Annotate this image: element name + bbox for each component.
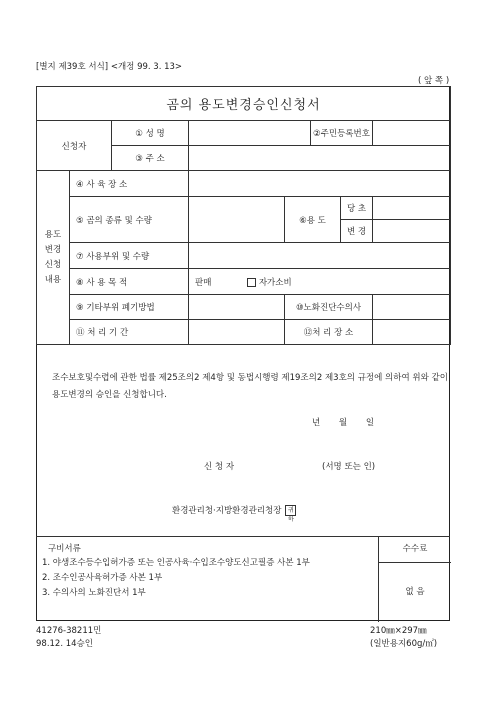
disposal-label: ⑨ 기타부위 폐기방법 bbox=[70, 295, 189, 320]
seal-mark: 귀하 bbox=[285, 505, 296, 516]
fee-value: 없 음 bbox=[405, 587, 425, 597]
form-ref: [별지 제39호 서식] <개정 99. 3. 13> bbox=[36, 62, 183, 72]
statement-body: 조수보호및수렵에 관한 법률 제25조의2 제4항 및 동법시행령 제19조의2 제3호의 규정에 의하여 위와 같이 용도변경의 승인을 신청합니다. bbox=[52, 373, 448, 400]
document-item: 1. 야생조수등수입허가증 또는 인공사육·수입조수양도신고필증 사본 1부 bbox=[42, 558, 310, 568]
use-purpose-label: ⑧ 사 용 목 적 bbox=[70, 269, 189, 295]
vet-field[interactable] bbox=[373, 295, 451, 320]
documents-section bbox=[36, 536, 450, 622]
fee-box bbox=[378, 537, 451, 622]
approval-date: 98.12. 14승인 bbox=[36, 639, 93, 649]
change-label: 변 경 bbox=[341, 220, 373, 243]
current-field[interactable] bbox=[373, 197, 451, 220]
form-code: 41276-38211민 bbox=[36, 626, 102, 636]
place-field[interactable] bbox=[189, 171, 451, 197]
id-field[interactable] bbox=[373, 121, 451, 146]
current-label: 당 초 bbox=[341, 197, 373, 220]
date-line: 년 월 일 bbox=[312, 418, 375, 428]
name-label: ① 성 명 bbox=[112, 121, 189, 146]
disposal-field[interactable] bbox=[189, 295, 285, 320]
address-label: ③ 주 소 bbox=[112, 146, 189, 171]
kind-label: ⑤ 곰의 종류 및 수량 bbox=[70, 197, 189, 243]
place2-field[interactable] bbox=[373, 320, 451, 345]
authority bbox=[172, 504, 296, 523]
paper-type: (일반용지60g/㎡) bbox=[370, 639, 438, 649]
change-field[interactable] bbox=[373, 220, 451, 243]
use-purpose-options bbox=[189, 269, 451, 295]
period-field[interactable] bbox=[189, 320, 285, 345]
application-table bbox=[36, 86, 451, 345]
document-item: 3. 수의사의 노화진단서 1부 bbox=[42, 588, 146, 598]
applicant-section: 신청자 bbox=[37, 121, 112, 171]
id-label: ②주민등록번호 bbox=[311, 121, 373, 146]
kind-field[interactable] bbox=[189, 197, 285, 243]
place2-label: ⑫처 리 장 소 bbox=[285, 320, 373, 345]
parts-label: ⑦ 사용부위 및 수량 bbox=[70, 243, 189, 269]
documents-heading: 구비서류 bbox=[48, 544, 81, 554]
purpose-label: ⑥용 도 bbox=[285, 197, 341, 243]
sign-note: (서명 또는 인) bbox=[322, 462, 376, 472]
period-label: ⑪ 처 리 기 간 bbox=[70, 320, 189, 345]
name-field[interactable] bbox=[189, 121, 311, 146]
vet-label: ⑩노화진단수의사 bbox=[285, 295, 373, 320]
applicant-sign-label: 신 청 자 bbox=[204, 462, 235, 472]
option-sale: 판매 bbox=[195, 277, 212, 288]
authority-name: 환경관리청·지방환경관리청장 bbox=[172, 506, 282, 516]
parts-field[interactable] bbox=[189, 243, 451, 269]
address-field[interactable] bbox=[189, 146, 451, 171]
paper-size: 210㎜×297㎜ bbox=[370, 626, 427, 636]
place-label: ④ 사 육 장 소 bbox=[70, 171, 189, 197]
page-title: 곰의 용도변경승인신청서 bbox=[37, 87, 451, 121]
usage-section: 용도 변경 신청 내용 bbox=[37, 171, 70, 345]
fee-label: 수수료 bbox=[379, 537, 451, 563]
document-item: 2. 조수인공사육허가증 사본 1부 bbox=[42, 573, 163, 583]
self-use-checkbox[interactable] bbox=[247, 278, 256, 287]
option-self-use: 자가소비 bbox=[258, 277, 292, 288]
page-side: ( 앞 쪽 ) bbox=[418, 76, 450, 86]
